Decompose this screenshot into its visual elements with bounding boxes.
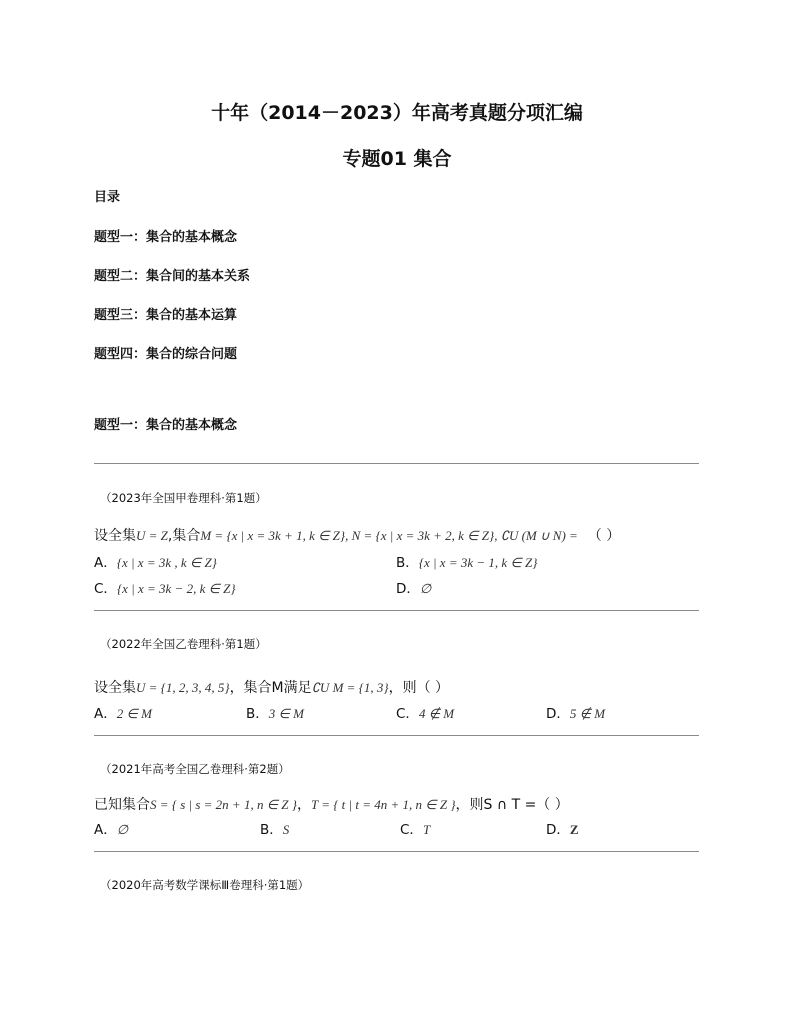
question-2-stem <box>94 677 449 697</box>
option-label: B． <box>260 822 283 838</box>
option-label: A． <box>94 706 117 722</box>
page-title: 十年（2014－2023）年高考真题分项汇编 <box>211 102 583 124</box>
question-3-stem <box>94 794 569 814</box>
divider <box>94 851 699 852</box>
divider <box>94 610 699 611</box>
option-text: Z <box>569 822 579 837</box>
option-text: {x | x = 3k − 2, k ∈ Z} <box>116 581 236 596</box>
option-text: {x | x = 3k , k ∈ Z} <box>116 555 217 570</box>
toc-heading: 目录 <box>94 190 121 205</box>
option-label: C． <box>400 822 423 838</box>
divider <box>94 735 699 736</box>
stem-math: U = {1, 2, 3, 4, 5} <box>136 680 230 695</box>
question-3-source: （2021年高考全国乙卷理科·第2题） <box>100 762 290 776</box>
question-3-option-a[interactable] <box>94 818 128 838</box>
stem-math: T = { t | t = 4n + 1, n ∈ Z } <box>310 797 456 812</box>
question-4-source: （2020年高考数学课标Ⅲ卷理科·第1题） <box>100 878 310 892</box>
divider <box>94 463 699 464</box>
option-text: ∅ <box>116 822 129 837</box>
stem-math: ∁U M = {1, 3} <box>311 680 389 695</box>
option-label: A． <box>94 822 117 838</box>
stem-text: ， <box>296 797 311 813</box>
toc-item-4[interactable]: 题型四：集合的综合问题 <box>94 347 238 362</box>
option-label: C． <box>94 581 117 597</box>
question-1-stem <box>94 525 620 545</box>
option-text: ∅ <box>419 581 432 596</box>
option-label: D． <box>546 822 570 838</box>
option-text: 5 ∉ M <box>569 706 606 721</box>
page-subtitle: 专题01 集合 <box>342 148 452 170</box>
option-label: D． <box>396 581 420 597</box>
stem-math: S = { s | s = 2n + 1, n ∈ Z } <box>150 797 297 812</box>
stem-tail: （ ） <box>587 528 621 544</box>
toc-item-3[interactable]: 题型三：集合的基本运算 <box>94 308 238 323</box>
question-3-option-d[interactable] <box>546 818 579 838</box>
option-label: C． <box>396 706 419 722</box>
option-label: B． <box>396 555 419 571</box>
stem-math: M = {x | x = 3k + 1, k ∈ Z}, N = {x | x = 3k + 2, k ∈ Z}, ∁U (M ∪ N) = <box>200 528 578 543</box>
option-label: A． <box>94 555 117 571</box>
toc-item-1[interactable]: 题型一：集合的基本概念 <box>94 230 238 245</box>
stem-prefix: 设全集 <box>94 680 136 696</box>
option-text: T <box>422 822 431 837</box>
question-2-option-c[interactable] <box>396 702 454 722</box>
toc-item-2[interactable]: 题型二：集合间的基本关系 <box>94 269 251 284</box>
stem-tail: ，则S ∩ T =（ ） <box>455 797 569 813</box>
question-1-option-b[interactable] <box>396 551 537 571</box>
question-2-option-a[interactable] <box>94 702 152 722</box>
question-2-option-b[interactable] <box>246 702 304 722</box>
option-text: S <box>282 822 290 837</box>
stem-prefix: 已知集合 <box>94 797 150 813</box>
question-3-option-c[interactable] <box>400 818 430 838</box>
question-1-option-a[interactable] <box>94 551 217 571</box>
option-label: D． <box>546 706 570 722</box>
option-label: B． <box>246 706 269 722</box>
option-text: 4 ∉ M <box>418 706 455 721</box>
question-1-option-c[interactable] <box>94 577 236 597</box>
question-2-option-d[interactable] <box>546 702 605 722</box>
stem-prefix: 设全集 <box>94 528 136 544</box>
stem-math: U = Z <box>136 528 168 543</box>
stem-tail: ，则（ ） <box>388 680 450 696</box>
option-text: 3 ∈ M <box>268 706 304 721</box>
option-text: {x | x = 3k − 1, k ∈ Z} <box>418 555 538 570</box>
section-heading: 题型一：集合的基本概念 <box>94 418 238 433</box>
stem-text: ，集合M满足 <box>229 680 312 696</box>
question-1-source: （2023年全国甲卷理科·第1题） <box>100 491 267 505</box>
question-2-source: （2022年全国乙卷理科·第1题） <box>100 637 267 651</box>
option-text: 2 ∈ M <box>116 706 152 721</box>
question-3-option-b[interactable] <box>260 818 289 838</box>
stem-text: ,集合 <box>167 528 201 544</box>
question-1-option-d[interactable] <box>396 577 431 597</box>
